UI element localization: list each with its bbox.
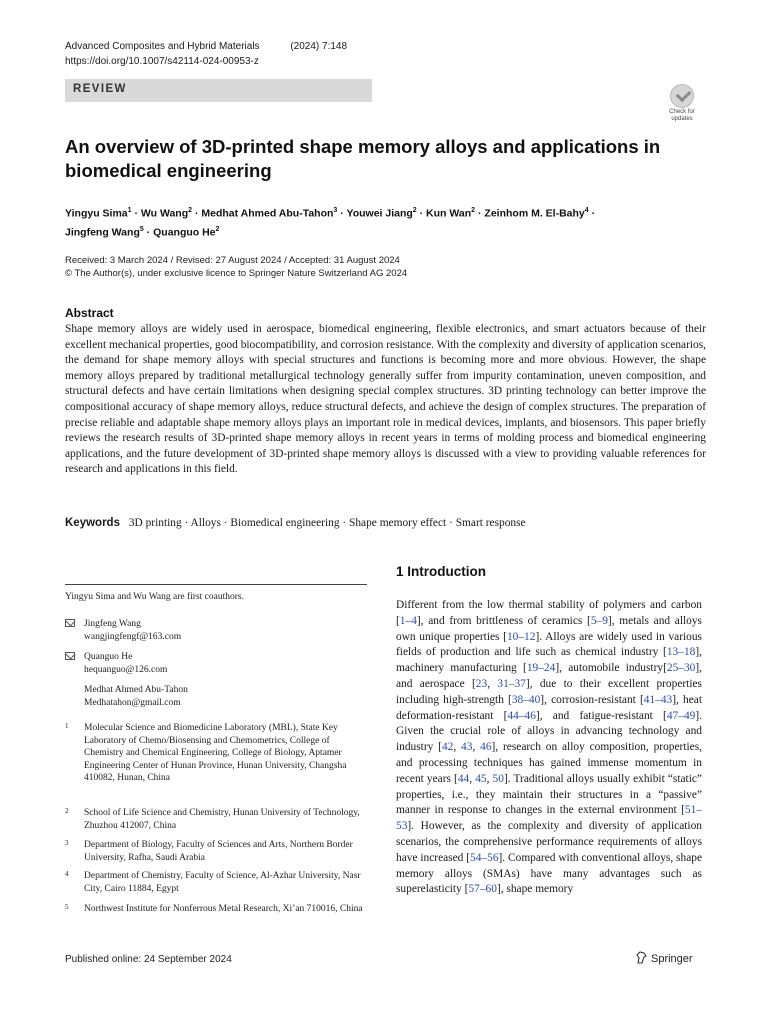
- contact-name: Jingfeng Wang: [84, 619, 141, 629]
- intro-text-run: ], shape memory: [496, 883, 574, 896]
- citation-link[interactable]: 38–40: [511, 693, 541, 706]
- contact-medhat-abu-tahon: [65, 684, 188, 709]
- affiliation-number: 5: [65, 903, 69, 911]
- journal-name: Advanced Composites and Hybrid Materials: [65, 41, 260, 52]
- citation-link[interactable]: 51–53: [396, 804, 702, 833]
- intro-text-run: ,: [469, 772, 476, 785]
- badge-text: Check for updates: [669, 109, 695, 122]
- copyright-notice: © The Author(s), under exclusive licence to Springer Nature Switzerland AG 2024: [65, 268, 408, 279]
- affiliation-number: 3: [65, 839, 69, 847]
- footnote-divider: [65, 584, 367, 585]
- intro-text-run: ]. Given the crucial role of alloys in advancing technology and industry [: [396, 709, 702, 754]
- intro-text-run: ], research on alloy composition, properties, and processing techniques has gained immense momentum in recent years [: [396, 741, 702, 785]
- envelope-icon: [65, 619, 75, 627]
- intro-text-run: ,: [472, 741, 481, 754]
- author-separator: ·: [337, 207, 347, 220]
- citation-link[interactable]: 19–24: [526, 662, 556, 675]
- envelope-icon: [65, 652, 75, 660]
- intro-text-run: ,: [487, 677, 498, 690]
- author-name[interactable]: Kun Wan: [426, 207, 472, 220]
- contact-name: Medhat Ahmed Abu-Tahon: [84, 685, 188, 695]
- intro-text-run: ]. Compared with conventional alloys, shape memory alloys (SMAs) have many advantages such as superelasticity [: [396, 851, 702, 896]
- keywords: [65, 517, 526, 529]
- author-separator: ·: [143, 226, 154, 238]
- citation-link[interactable]: 23: [475, 677, 488, 690]
- published-date: Published online: 24 September 2024: [65, 954, 232, 965]
- citation-link[interactable]: 25–30: [666, 662, 696, 675]
- affiliation-2: [65, 807, 365, 832]
- intro-text-run: ], automobile industry[: [555, 662, 667, 675]
- author-line-2: [65, 222, 705, 241]
- citation-link[interactable]: 1–4: [399, 614, 417, 627]
- author-affiliation-number: 1: [127, 207, 132, 214]
- intro-text-run: ,: [453, 741, 462, 754]
- citation-link[interactable]: 43: [461, 741, 473, 754]
- citation-link[interactable]: 13–18: [666, 646, 696, 659]
- intro-text-run: ], machinery manufacturing [: [396, 646, 702, 675]
- contact-email[interactable]: wangjingfengf@163.com: [84, 631, 182, 642]
- author-separator: ·: [416, 207, 427, 220]
- abstract-text: Shape memory alloys are widely used in aerospace, biomedical engineering, flexible electronics, and smart actuators because of their excellent mechanical properties, good biocompatibility, and corrosion resistance. With the complexity and diversity of application scenarios, the demand for shape memory alloys with special structures and functions is becoming more and more obvious. However, the shape memory alloys prepared by traditional metallurgical technology generally suffer from impurity contamination, uneven composition, and structural defects and have certain limitations when designing special complex structures. 3D printing technology can better improve the compositional accuracy of shape memory alloys, reduce structural defects, and achieve the design of complex structures. The preparation of precise reliable and adaptable shape memory alloys plays an important role in medical devices, implants, and biosensors. This paper briefly reviews the research results of 3D-printed shape memory alloys in recent years in terms of molding process and biomedical engineering applications, and the future development of 3D-printed shape memory alloys is discussed with a view to providing valuable references for research and applications in this field.: [65, 323, 706, 476]
- author-separator: ·: [131, 207, 141, 220]
- contact-name: Quanguo He: [84, 652, 133, 662]
- citation-link[interactable]: 54–56: [470, 851, 499, 864]
- article-dates: [65, 254, 407, 280]
- journal-volume: (2024) 7:148: [290, 41, 348, 52]
- intro-text-run: Different from the low thermal stability of polymers and carbon [: [396, 599, 702, 627]
- author-list: [65, 203, 705, 240]
- author-name[interactable]: Jingfeng Wang: [65, 226, 140, 238]
- affiliation-1: [65, 722, 365, 785]
- affiliation-text: School of Life Science and Chemistry, Hunan University of Technology, Zhuzhou 412007, China: [84, 808, 360, 831]
- citation-link[interactable]: 46: [480, 741, 492, 754]
- publisher-name: Springer: [651, 953, 693, 965]
- author-name[interactable]: Medhat Ahmed Abu-Tahon: [201, 207, 334, 220]
- check-circle-icon: [670, 84, 694, 108]
- intro-text-run: ], and aerospace [: [396, 662, 703, 690]
- intro-text-run: ], heat deformation-resistant [: [396, 693, 702, 722]
- affiliation-3: [65, 839, 365, 864]
- contact-jingfeng-wang: [65, 618, 181, 643]
- article-type-bar: [65, 79, 372, 102]
- author-separator: ·: [588, 207, 596, 220]
- coauthor-note: Yingyu Sima and Wu Wang are first coauthors.: [65, 592, 244, 602]
- springer-horse-icon: [636, 951, 647, 964]
- intro-text-run: ]. Alloys are widely used in various fields of production and life such as chemical industry [: [396, 630, 702, 659]
- intro-text-run: ], corrosion-resistant [: [540, 693, 644, 706]
- introduction-text: [396, 598, 702, 898]
- author-separator: ·: [475, 207, 485, 220]
- affiliation-4: [65, 870, 365, 895]
- intro-text-run: ,: [486, 772, 493, 785]
- author-affiliation-number: 2: [471, 207, 476, 214]
- citation-link[interactable]: 47–49: [666, 709, 696, 722]
- journal-line: [65, 41, 347, 52]
- citation-link[interactable]: 44: [457, 772, 470, 785]
- affiliation-text: Molecular Science and Biomedicine Laboratory (MBL), State Key Laboratory of Chemo/Biosensing and Chemometrics, College of Chemistry and Chemical Engineering, College of Biology, Aptamer Engineering Center of Hunan Province, Hunan University, Changsha 410082, Hunan, China: [84, 723, 347, 783]
- article-type-label: REVIEW: [73, 83, 127, 95]
- affiliation-text: Department of Biology, Faculty of Sciences and Arts, Northern Border University, Rafha, Saudi Arabia: [84, 840, 353, 863]
- check-for-updates-badge[interactable]: [662, 84, 702, 124]
- article-history: Received: 3 March 2024 / Revised: 27 August 2024 / Accepted: 31 August 2024: [65, 255, 400, 266]
- author-line-1: [65, 203, 705, 222]
- affiliation-number: 2: [65, 807, 69, 815]
- author-affiliation-number: 2: [412, 207, 417, 214]
- author-affiliation-number: 5: [139, 225, 144, 233]
- intro-text-run: ], metals and alloys own unique properties [: [396, 614, 702, 643]
- citation-link[interactable]: 45: [475, 772, 487, 785]
- author-affiliation-number: 2: [215, 225, 220, 233]
- author-name[interactable]: Wu Wang: [140, 207, 189, 220]
- author-name[interactable]: Quanguo He: [153, 226, 216, 238]
- intro-text-run: ], due to their excellent properties including high-strength [: [396, 677, 702, 706]
- paper-title: An overview of 3D-printed shape memory alloys and applications in biomedical engineering: [65, 136, 661, 181]
- citation-link[interactable]: 5–9: [590, 614, 608, 627]
- citation-link[interactable]: 10–12: [506, 630, 536, 643]
- affiliation-5: [65, 903, 365, 916]
- citation-link[interactable]: 41–43: [643, 693, 673, 706]
- contact-quanguo-he: [65, 651, 167, 676]
- intro-text-run: ], and fatigue-resistant [: [535, 709, 667, 722]
- affiliation-text: Northwest Institute for Nonferrous Metal Research, Xi’an 710016, China: [84, 904, 363, 914]
- author-name[interactable]: Youwei Jiang: [346, 207, 413, 220]
- contact-email[interactable]: Medhatahon@gmail.com: [84, 697, 181, 708]
- author-name[interactable]: Zeinhom M. El-Bahy: [484, 207, 585, 220]
- affiliation-number: 4: [65, 870, 69, 878]
- intro-text-run: ]. However, as the complexity and diversity of application scenarios, the comprehensive performance requirements of alloys have increased [: [396, 820, 702, 864]
- intro-text-run: ]. Traditional alloys usually exhibit “static” properties, i.e., they maintain their structures in a “passive” manner in response to changes in the external environment [: [396, 772, 702, 817]
- doi-link[interactable]: https://doi.org/10.1007/s42114-024-00953-z: [65, 56, 259, 67]
- author-name[interactable]: Yingyu Sima: [65, 207, 128, 220]
- author-affiliation-number: 4: [584, 207, 589, 214]
- citation-link[interactable]: 31–37: [497, 677, 526, 690]
- affiliation-number: 1: [65, 722, 69, 730]
- author-separator: ·: [192, 207, 202, 220]
- section-heading-introduction: 1 Introduction: [396, 564, 486, 579]
- contact-email[interactable]: hequanguo@126.com: [84, 664, 168, 675]
- citation-link[interactable]: 44–46: [507, 709, 536, 722]
- keywords-label: Keywords: [65, 517, 120, 529]
- author-affiliation-number: 3: [333, 207, 338, 214]
- citation-link[interactable]: 50: [492, 772, 504, 785]
- keywords-text: 3D printing · Alloys · Biomedical engineering · Shape memory effect · Smart response: [128, 517, 526, 529]
- citation-link[interactable]: 42: [441, 741, 454, 754]
- affiliation-text: Department of Chemistry, Faculty of Science, Al-Azhar University, Nasr City, Cairo 11884, Egypt: [84, 871, 361, 894]
- intro-text-run: ], and from brittleness of ceramics [: [416, 614, 591, 627]
- publisher-logo: [636, 951, 693, 965]
- abstract-heading: Abstract: [65, 306, 114, 320]
- author-affiliation-number: 2: [188, 207, 193, 214]
- citation-link[interactable]: 57–60: [468, 883, 497, 896]
